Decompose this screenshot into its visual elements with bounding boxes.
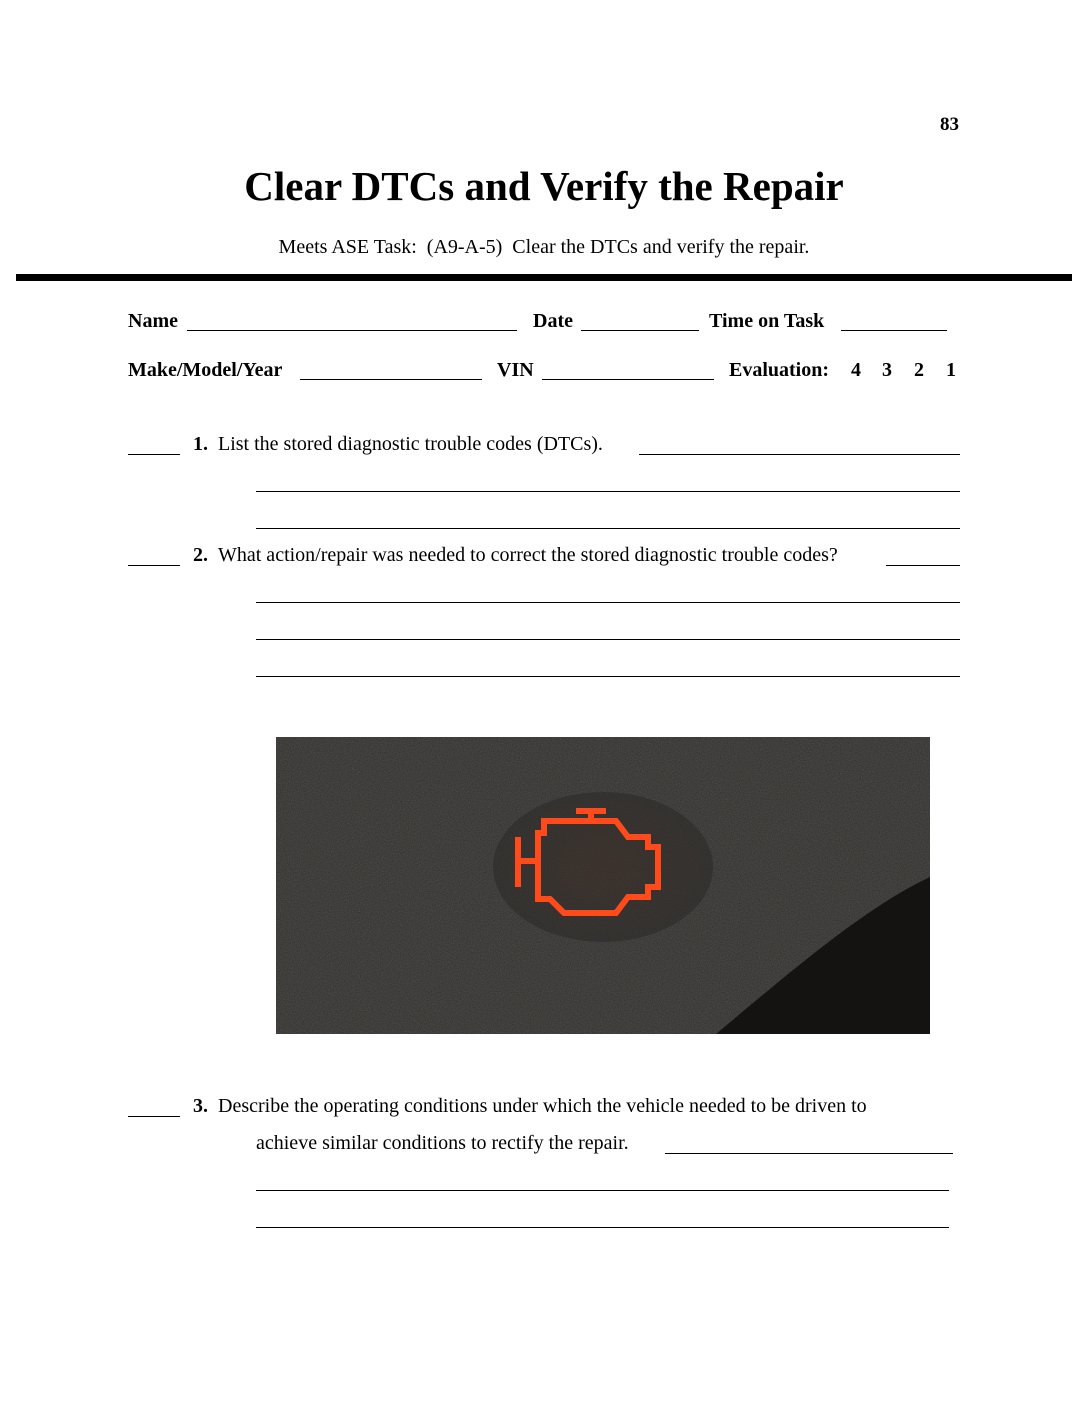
q2-answer-line[interactable] xyxy=(256,676,960,677)
make-model-year-label: Make/Model/Year xyxy=(128,359,283,381)
check-engine-icon xyxy=(276,737,930,1034)
vin-field[interactable] xyxy=(542,379,714,380)
time-on-task-field[interactable] xyxy=(841,330,947,331)
q3-text-continued: achieve similar conditions to rectify the repair. xyxy=(256,1132,629,1154)
evaluation-score-2[interactable]: 2 xyxy=(914,359,924,381)
q2-answer-line[interactable] xyxy=(886,565,960,566)
q2-answer-line[interactable] xyxy=(256,602,960,603)
q2-text: What action/repair was needed to correct the stored diagnostic trouble codes? xyxy=(218,544,838,566)
q2-number: 2. xyxy=(193,544,208,566)
q3-answer-line[interactable] xyxy=(665,1153,953,1154)
evaluation-label: Evaluation: xyxy=(729,359,830,381)
q2-score-blank[interactable] xyxy=(128,565,180,566)
q2-answer-line[interactable] xyxy=(256,639,960,640)
evaluation-score-3[interactable]: 3 xyxy=(882,359,892,381)
page-title: Clear DTCs and Verify the Repair xyxy=(244,163,844,209)
q3-answer-line[interactable] xyxy=(256,1190,949,1191)
header-divider xyxy=(16,274,1072,281)
q1-score-blank[interactable] xyxy=(128,454,180,455)
q3-number: 3. xyxy=(193,1095,208,1117)
q1-answer-line[interactable] xyxy=(256,528,960,529)
evaluation-score-1[interactable]: 1 xyxy=(946,359,956,381)
make-model-year-field[interactable] xyxy=(300,379,482,380)
date-label: Date xyxy=(533,310,573,332)
q3-text: Describe the operating conditions under which the vehicle needed to be driven to xyxy=(218,1095,867,1117)
date-field[interactable] xyxy=(581,330,699,331)
check-engine-photo xyxy=(276,737,930,1034)
q1-answer-line[interactable] xyxy=(639,454,960,455)
time-on-task-label: Time on Task xyxy=(709,310,825,332)
vin-label: VIN xyxy=(497,359,534,381)
q3-score-blank[interactable] xyxy=(128,1116,180,1117)
q1-text: List the stored diagnostic trouble codes (DTCs). xyxy=(218,433,603,455)
evaluation-score-4[interactable]: 4 xyxy=(851,359,861,381)
name-label: Name xyxy=(128,310,178,332)
q1-answer-line[interactable] xyxy=(256,491,960,492)
q1-number: 1. xyxy=(193,433,208,455)
q3-answer-line[interactable] xyxy=(256,1227,949,1228)
name-field[interactable] xyxy=(187,330,517,331)
page-number: 83 xyxy=(940,114,959,135)
page-subtitle: Meets ASE Task: (A9-A-5) Clear the DTCs and verify the repair. xyxy=(278,236,810,258)
